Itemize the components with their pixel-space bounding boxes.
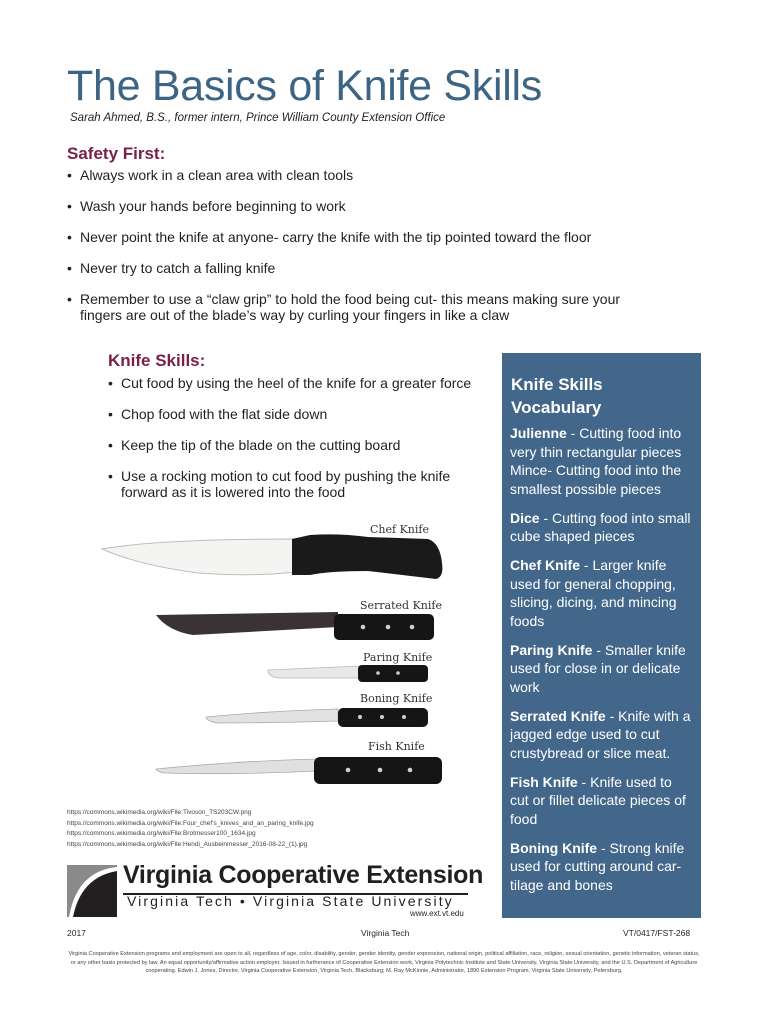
image-citations: [67, 808, 487, 850]
vocab-entry: [510, 424, 694, 498]
vocab-term: Paring Knife: [510, 641, 593, 658]
boning-knife-label: Boning Knife: [360, 692, 433, 705]
vce-logo-mark-icon: [67, 865, 117, 917]
vocab-term: Julienne: [510, 425, 567, 441]
vce-name: Virginia Cooperative Extension: [123, 861, 484, 889]
paring-knife: [268, 665, 428, 682]
vocab-definition: - Cutting food into small cube shaped pieces: [510, 509, 691, 544]
vocab-entry: [510, 556, 694, 630]
vocab-entry: [510, 773, 694, 829]
list-item: • Remember to use a “claw grip” to hold the food being cut- this means making sure your fingers are out of the blade’s way by curling your fingers in like a claw: [67, 291, 627, 323]
safety-list: [67, 167, 627, 338]
vocab-term: Boning Knife: [510, 839, 598, 856]
list-item: • Always work in a clean area with clean tools: [67, 167, 627, 183]
fish-knife-label: Fish Knife: [368, 740, 425, 753]
list-item: • Never point the knife at anyone- carry the knife with the tip pointed toward the floor: [67, 229, 627, 245]
list-item: • Cut food by using the heel of the knife for a greater force: [108, 375, 493, 391]
vocab-definition: - Knife with a jagged edge used to cut crustybread or slice meat.: [510, 707, 691, 761]
citation-link[interactable]: https://commons.wikimedia.org/wiki/File:Brotmesser100_1634.jpg: [67, 830, 256, 837]
citation-link[interactable]: https://commons.wikimedia.org/wiki/File:Four_chef's_knives_and_an_paring_knife.jpg: [67, 819, 314, 827]
vce-universities: Virginia Tech • Virginia State University: [127, 893, 454, 909]
vocabulary-sidebar: [502, 353, 701, 918]
serrated-knife: [156, 612, 434, 640]
citation-link[interactable]: https://commons.wikimedia.org/wiki/File:Hendi_Ausbeinmesser_2016-08-22_(1).jpg: [67, 840, 308, 848]
citation-link[interactable]: https://commons.wikimedia.org/wiki/File:Tivoson_TS203CW.png: [67, 809, 252, 816]
list-item: • Wash your hands before beginning to work: [67, 198, 627, 214]
fish-knife: [156, 757, 442, 784]
list-item: • Never try to catch a falling knife: [67, 260, 627, 276]
knife-illustration: [98, 515, 458, 790]
footer-institution: Virginia Tech: [361, 928, 410, 938]
vocab-definition: - Strong knife used for cutting around cartilage and bones: [510, 839, 685, 893]
skills-list: [108, 375, 493, 515]
chef-knife-label: Chef Knife: [370, 523, 429, 536]
paring-knife-label: Paring Knife: [363, 651, 433, 664]
list-item: • Keep the tip of the blade on the cutting board: [108, 437, 493, 453]
vocab-term: Serrated Knife: [510, 707, 606, 724]
footer-year: 2017: [67, 928, 86, 938]
skills-heading: Knife Skills:: [108, 351, 206, 370]
vocab-definition: - Cutting food into very thin rectangular pieces Mince- Cutting food into the smallest possible pieces: [510, 425, 682, 497]
vocabulary-list: [510, 424, 694, 905]
vocab-entry: [510, 839, 694, 895]
vocab-entry: [510, 707, 694, 763]
vocab-term: Dice: [510, 509, 540, 526]
list-item: • Use a rocking motion to cut food by pushing the knife forward as it is lowered into the food: [108, 468, 493, 500]
footer-disclaimer: Virginia Cooperative Extension programs and employment are open to all, regardless of age, color, disability, gender, gender identity, gender expression, national origin, political affiliation, race, religion, sexual orientation, genetic information, veteran status, or any other basis protected by law. An equal opportunity/affirmative action employer. Issued in furtherance of Cooperative Extension work, Virginia Polytechnic Institute and State University, Virginia State University, and the U.S. Department of Agriculture cooperating. Edwin J. Jones, Director, Virginia Cooperative Extension, Virginia Tech, Blacksburg; M. Ray McKinnie, Administrator, 1890 Extension Program, Virginia State University, Petersburg.: [68, 951, 700, 974]
vce-url[interactable]: www.ext.vt.edu: [410, 909, 464, 918]
boning-knife: [206, 708, 428, 727]
safety-heading: Safety First:: [67, 144, 166, 163]
footer-publication-code: VT/0417/FST-268: [623, 928, 691, 938]
list-item: • Chop food with the flat side down: [108, 406, 493, 422]
chef-knife: [102, 534, 442, 579]
vocab-definition: - Larger knife used for general chopping, slicing, dicing, and mincing foods: [510, 557, 677, 629]
vocab-entry: [510, 641, 694, 697]
author-line: Sarah Ahmed, B.S., former intern, Prince William County Extension Office: [70, 112, 446, 124]
vocab-definition: - Knife used to cut or fillet delicate pieces of food: [510, 773, 686, 827]
vocab-term: Fish Knife: [510, 773, 578, 790]
vce-logo: [67, 863, 487, 923]
vocab-term: Chef Knife: [510, 557, 580, 573]
vocab-definition: - Smaller knife used for close in or delicate work: [510, 641, 686, 695]
vocab-entry: [510, 509, 694, 546]
vocabulary-title: Knife Skills Vocabulary: [511, 375, 603, 417]
serrated-knife-label: Serrated Knife: [360, 599, 442, 612]
page-title: The Basics of Knife Skills: [67, 62, 542, 110]
